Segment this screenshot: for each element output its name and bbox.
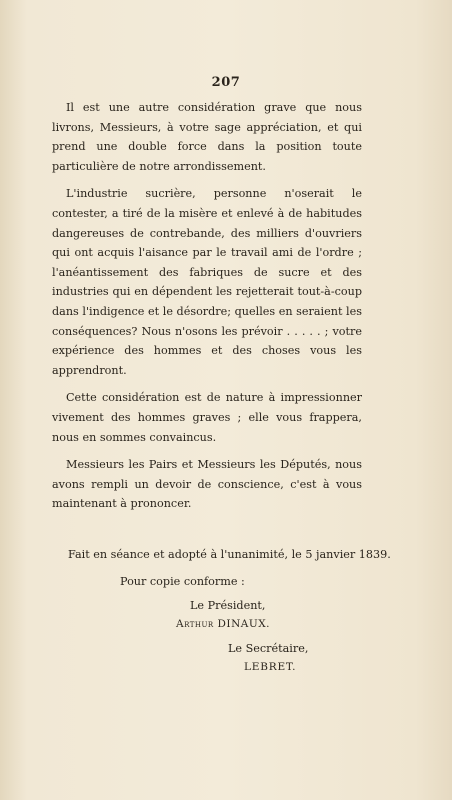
body-text xyxy=(52,98,362,522)
paragraph-3: Cette considération est de nature à impressionner vivement des hommes graves ; elle vous frappera, nous en sommes convaincus. xyxy=(52,391,362,444)
paragraph-1: Il est une autre considération grave que nous livrons, Messieurs, à votre sage appréciation, et qui prend une double force dans la position toute particulière de notre arrondissement. xyxy=(52,101,362,173)
adoption-line: Fait en séance et adopté à l'unanimité, le 5 janvier 1839. xyxy=(68,548,391,561)
secretary-title: Le Secrétaire, xyxy=(228,642,309,655)
copy-conforme: Pour copie conforme : xyxy=(120,575,245,588)
president-title: Le Président, xyxy=(190,599,266,612)
president-name: Arthur DINAUX. xyxy=(176,618,271,630)
secretary-name: LEBRET. xyxy=(244,661,297,673)
paragraph-4: Messieurs les Pairs et Messieurs les Députés, nous avons rempli un devoir de conscience, c'est à vous maintenant à prononcer. xyxy=(52,458,362,511)
page-number: 207 xyxy=(211,75,241,90)
paragraph-2: L'industrie sucrière, personne n'oserait le contester, a tiré de la misère et enlevé à de habitudes dangereuses de contrebande, des milliers d'ouvriers qui ont acquis l'aisance par le travail ami de l'ordre ; l'anéantissement des fabriques de sucre et des industries qui en dépendent les rejetterait tout-à-coup dans l'indigence et le désordre; quelles en seraient les conséquences? Nous n'osons les prévoir . . . . . ; votre expérience des hommes et des choses vous les apprendront. xyxy=(52,187,362,377)
